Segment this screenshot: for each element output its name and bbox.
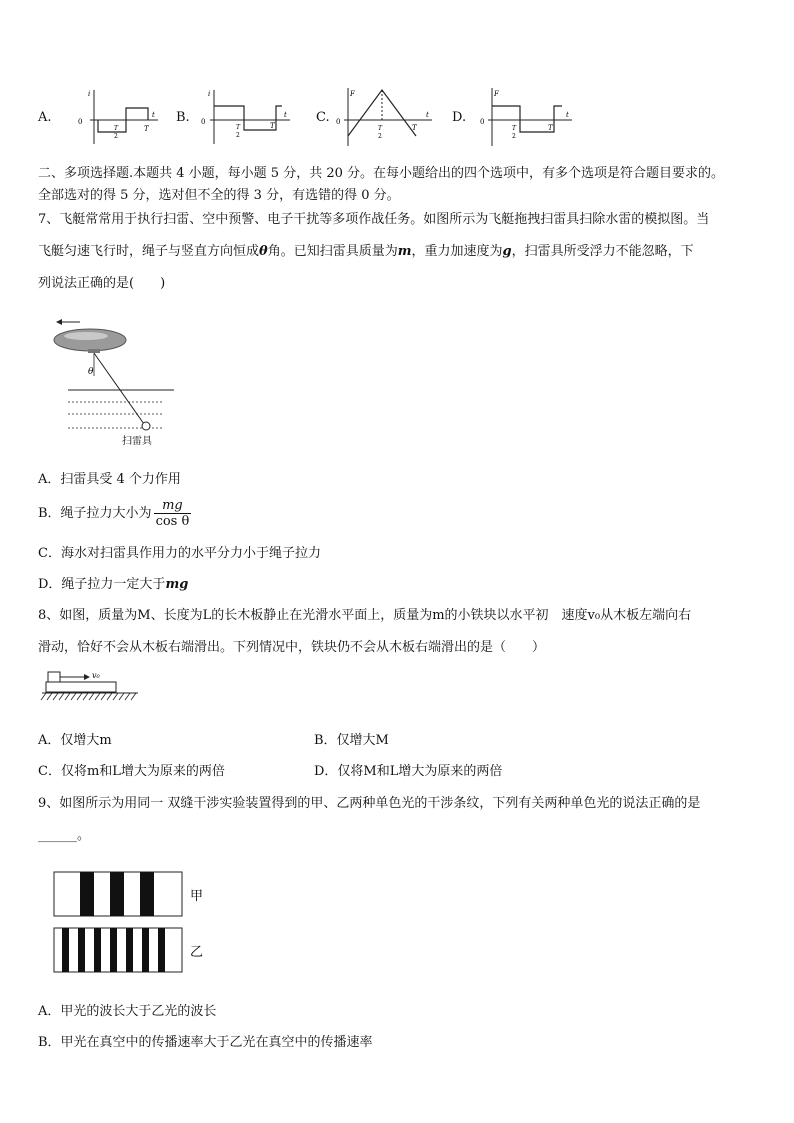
q6-graph-b-T: T (270, 122, 275, 130)
q7-option-b-fraction (154, 498, 192, 529)
q8-option-a: A．仅增大m (38, 733, 112, 748)
q6-option-c-label: C. (316, 110, 330, 125)
q7-stem-line1: 7、飞艇常常用于执行扫雷、空中预警、电子干扰等多项作战任务。如图所示为飞艇拖拽扫雷具扫除水雷的模拟图。当 (38, 212, 710, 227)
q7-stem-text-d: ，扫雷具所受浮力不能忽略，下 (511, 244, 694, 259)
q7-option-b-text: B．绳子拉力大小为 (38, 506, 152, 521)
q6-graph-c-t: t (426, 111, 429, 119)
q9-stem-line1: 9、如图所示为用同一 双缝干涉实验装置得到的甲、乙两种单色光的干涉条纹，下列有关两种单色光的说法正确的是 (38, 796, 701, 811)
q7-option-b-numerator: mg (154, 498, 192, 514)
q6-graph-a-T: T (144, 125, 149, 133)
q7-option-b (38, 498, 191, 529)
q8-stem-line1: 8、如图，质量为M、长度为L的长木板静止在光滑水平面上，质量为m的小铁块以水平初 速度v₀从木板左端向右 (38, 608, 692, 623)
q6-graph-d-T: T (548, 124, 553, 132)
q9-fringe-figure (52, 870, 212, 978)
q6-graph-c (334, 84, 434, 148)
q7-fig-label: 扫雷具 (122, 436, 152, 447)
q6-graph-b-axis: i (208, 90, 211, 98)
q8-fig-v0: v₀ (92, 671, 100, 680)
q6-option-a-label: A. (38, 110, 52, 125)
q6-graph-c-T: T (412, 124, 417, 132)
q7-airship-figure (46, 314, 176, 452)
q6-graph-d (478, 84, 574, 148)
q7-stem-line3: 列说法正确的是( ) (38, 276, 166, 291)
q8-board-figure (40, 666, 140, 706)
section2-instructions-line1: 二、多项选择题.本题共 4 小题，每小题 5 分，共 20 分。在每小题给出的四个选项中，有多个选项是符合题目要求的。 (38, 166, 725, 181)
q6-graph-a-axis: i (88, 90, 91, 98)
q6-graph-c-halfT-num: T (378, 125, 383, 132)
q7-theta: θ (259, 244, 268, 259)
q6-graph-a-origin: 0 (78, 118, 83, 126)
q7-stem-text-c: ，重力加速度为 (411, 244, 503, 259)
q8-option-d: D．仅将M和L增大为原来的两倍 (314, 764, 503, 779)
q6-graph-d-axis: F (494, 90, 499, 98)
q7-option-d (38, 573, 188, 592)
q6-graph-d-origin: 0 (480, 118, 485, 126)
q6-graph-b-halfT-num: T (236, 124, 241, 131)
q9-option-b: B．甲光在真空中的传播速率大于乙光在真空中的传播速率 (38, 1035, 373, 1050)
q6-option-b-label: B. (176, 110, 190, 125)
q7-fig-theta: θ (88, 367, 94, 377)
section2-instructions-line2: 全部选对的得 5 分，选对但不全的得 3 分，有选错的得 0 分。 (38, 188, 400, 203)
q9-label-jia: 甲 (190, 889, 204, 904)
q6-graph-a-halfT-den: 2 (114, 133, 118, 140)
q7-option-b-denominator: cos θ (155, 514, 190, 529)
q6-graph-c-origin: 0 (336, 118, 341, 126)
q9-stem-line2: ______。 (38, 828, 91, 843)
q9-label-yi: 乙 (190, 945, 204, 960)
q6-graph-b-origin: 0 (201, 118, 206, 126)
q7-gravity-var: g (502, 244, 512, 259)
q6-graph-a (72, 86, 160, 146)
q6-graph-a-t: t (152, 111, 155, 119)
q7-option-d-text: D．绳子拉力一定大于 (38, 577, 166, 592)
q6-graph-b-halfT-den: 2 (236, 132, 240, 139)
q7-mass-var: m (397, 244, 412, 259)
q7-stem-line2 (38, 240, 694, 259)
q8-option-b: B．仅增大M (314, 733, 389, 748)
q7-option-a: A．扫雷具受 4 个力作用 (38, 472, 181, 487)
q7-option-d-var: mg (165, 577, 189, 592)
q6-graph-d-halfT-num: T (512, 125, 517, 132)
q6-graph-c-axis: F (350, 90, 355, 98)
q7-stem-text-a: 飞艇匀速飞行时，绳子与竖直方向恒成 (38, 244, 260, 259)
q6-option-d-label: D. (452, 110, 467, 125)
q8-option-c: C．仅将m和L增大为原来的两倍 (38, 764, 225, 779)
q8-stem-line2: 滑动，恰好不会从木板右端滑出。下列情况中，铁块仍不会从木板右端滑出的是（ ） (38, 640, 546, 655)
q7-option-c: C．海水对扫雷具作用力的水平分力小于绳子拉力 (38, 546, 321, 561)
q6-graph-a-halfT-num: T (114, 125, 119, 132)
q9-option-a: A．甲光的波长大于乙光的波长 (38, 1004, 217, 1019)
q7-stem-text-b: 角。已知扫雷具质量为 (267, 244, 398, 259)
q6-graph-d-halfT-den: 2 (512, 133, 516, 140)
q6-graph-d-t: t (566, 111, 569, 119)
q6-graph-c-halfT-den: 2 (378, 133, 382, 140)
q6-graph-b (200, 86, 292, 146)
q6-graph-b-t: t (284, 111, 287, 119)
